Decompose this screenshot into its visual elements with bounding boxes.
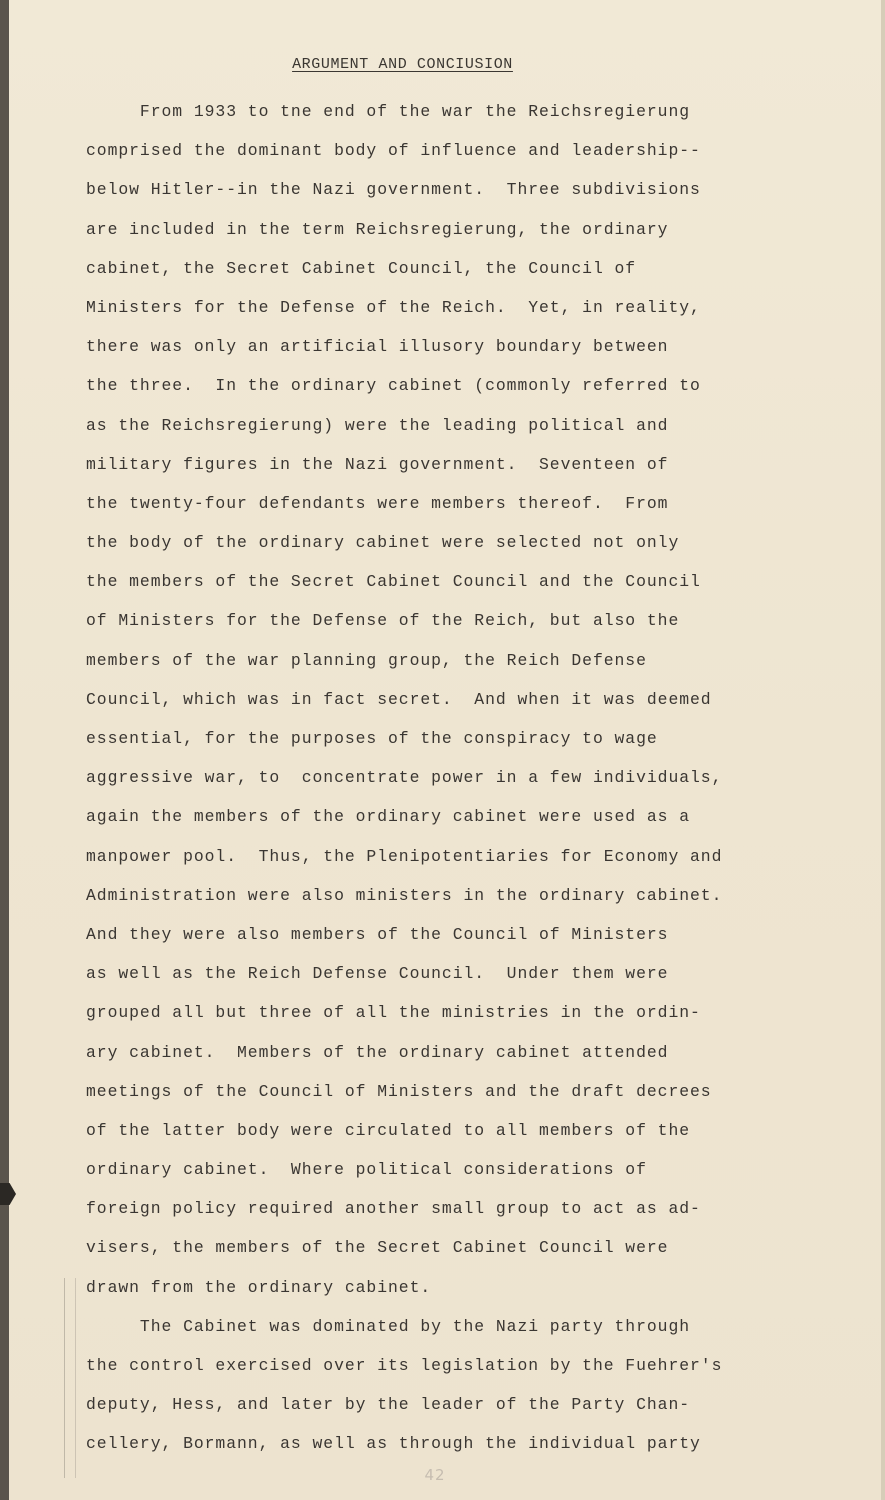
text-line: ordinary cabinet. Where political considerations of [86,1160,647,1180]
text-line: below Hitler--in the Nazi government. Three subdivisions [86,180,701,200]
text-line: manpower pool. Thus, the Plenipotentiaries for Economy and [86,846,723,866]
page-right-edge [881,0,885,1500]
page-left-edge [0,0,9,1500]
text-line: again the members of the ordinary cabinet were used as a [86,807,691,827]
text-line: cellery, Bormann, as well as through the individual party [86,1434,701,1454]
text-line: foreign policy required another small group to act as ad- [86,1199,701,1219]
text-line: there was only an artificial illusory boundary between [86,337,669,357]
document-title: ARGUMENT AND CONCIUSION [292,56,513,73]
text-line: cabinet, the Secret Cabinet Council, the Council of [86,258,637,278]
text-line: are included in the term Reichsregierung, the ordinary [86,219,669,239]
text-line: the twenty-four defendants were members thereof. From [86,493,669,513]
text-line: grouped all but three of all the ministries in the ordin- [86,1003,701,1023]
text-line: The Cabinet was dominated by the Nazi party through [86,1316,691,1336]
text-line: drawn from the ordinary cabinet. [86,1277,432,1297]
text-line: comprised the dominant body of influence and leadership-- [86,141,701,161]
text-line: the control exercised over its legislation by the Fuehrer's [86,1356,723,1375]
text-line: as the Reichsregierung) were the leading political and [86,415,669,435]
text-line: Ministers for the Defense of the Reich. Yet, in reality, [86,297,701,317]
margin-mark [64,1278,76,1478]
text-line: deputy, Hess, and later by the leader of the Party Chan- [86,1395,691,1415]
text-line: of Ministers for the Defense of the Reich, but also the [86,611,680,631]
text-line: meetings of the Council of Ministers and the draft decrees [86,1081,712,1101]
text-line: of the latter body were circulated to all members of the [86,1120,691,1140]
text-line: as well as the Reich Defense Council. Under them were [86,964,669,984]
text-line: Administration were also ministers in the ordinary cabinet. [86,885,723,905]
text-line: essential, for the purposes of the conspiracy to wage [86,729,658,748]
text-line: the body of the ordinary cabinet were selected not only [86,533,680,553]
text-line: aggressive war, to concentrate power in a few individuals, [86,768,723,788]
text-line: the members of the Secret Cabinet Council and the Council [86,572,701,592]
text-line: visers, the members of the Secret Cabinet Council were [86,1238,669,1258]
page-number: 42 [424,1466,446,1484]
text-line: military figures in the Nazi government. Seventeen of [86,454,669,474]
text-line: Council, which was in fact secret. And when it was deemed [86,689,712,709]
text-line: members of the war planning group, the Reich Defense [86,650,647,670]
text-line: ary cabinet. Members of the ordinary cabinet attended [86,1042,669,1062]
document-body [86,92,786,1464]
text-line: From 1933 to tne end of the war the Reichsregierung [86,102,691,121]
text-line: And they were also members of the Council of Ministers [86,924,669,944]
binding-marker-icon [0,1183,16,1205]
text-line: the three. In the ordinary cabinet (commonly referred to [86,376,701,396]
